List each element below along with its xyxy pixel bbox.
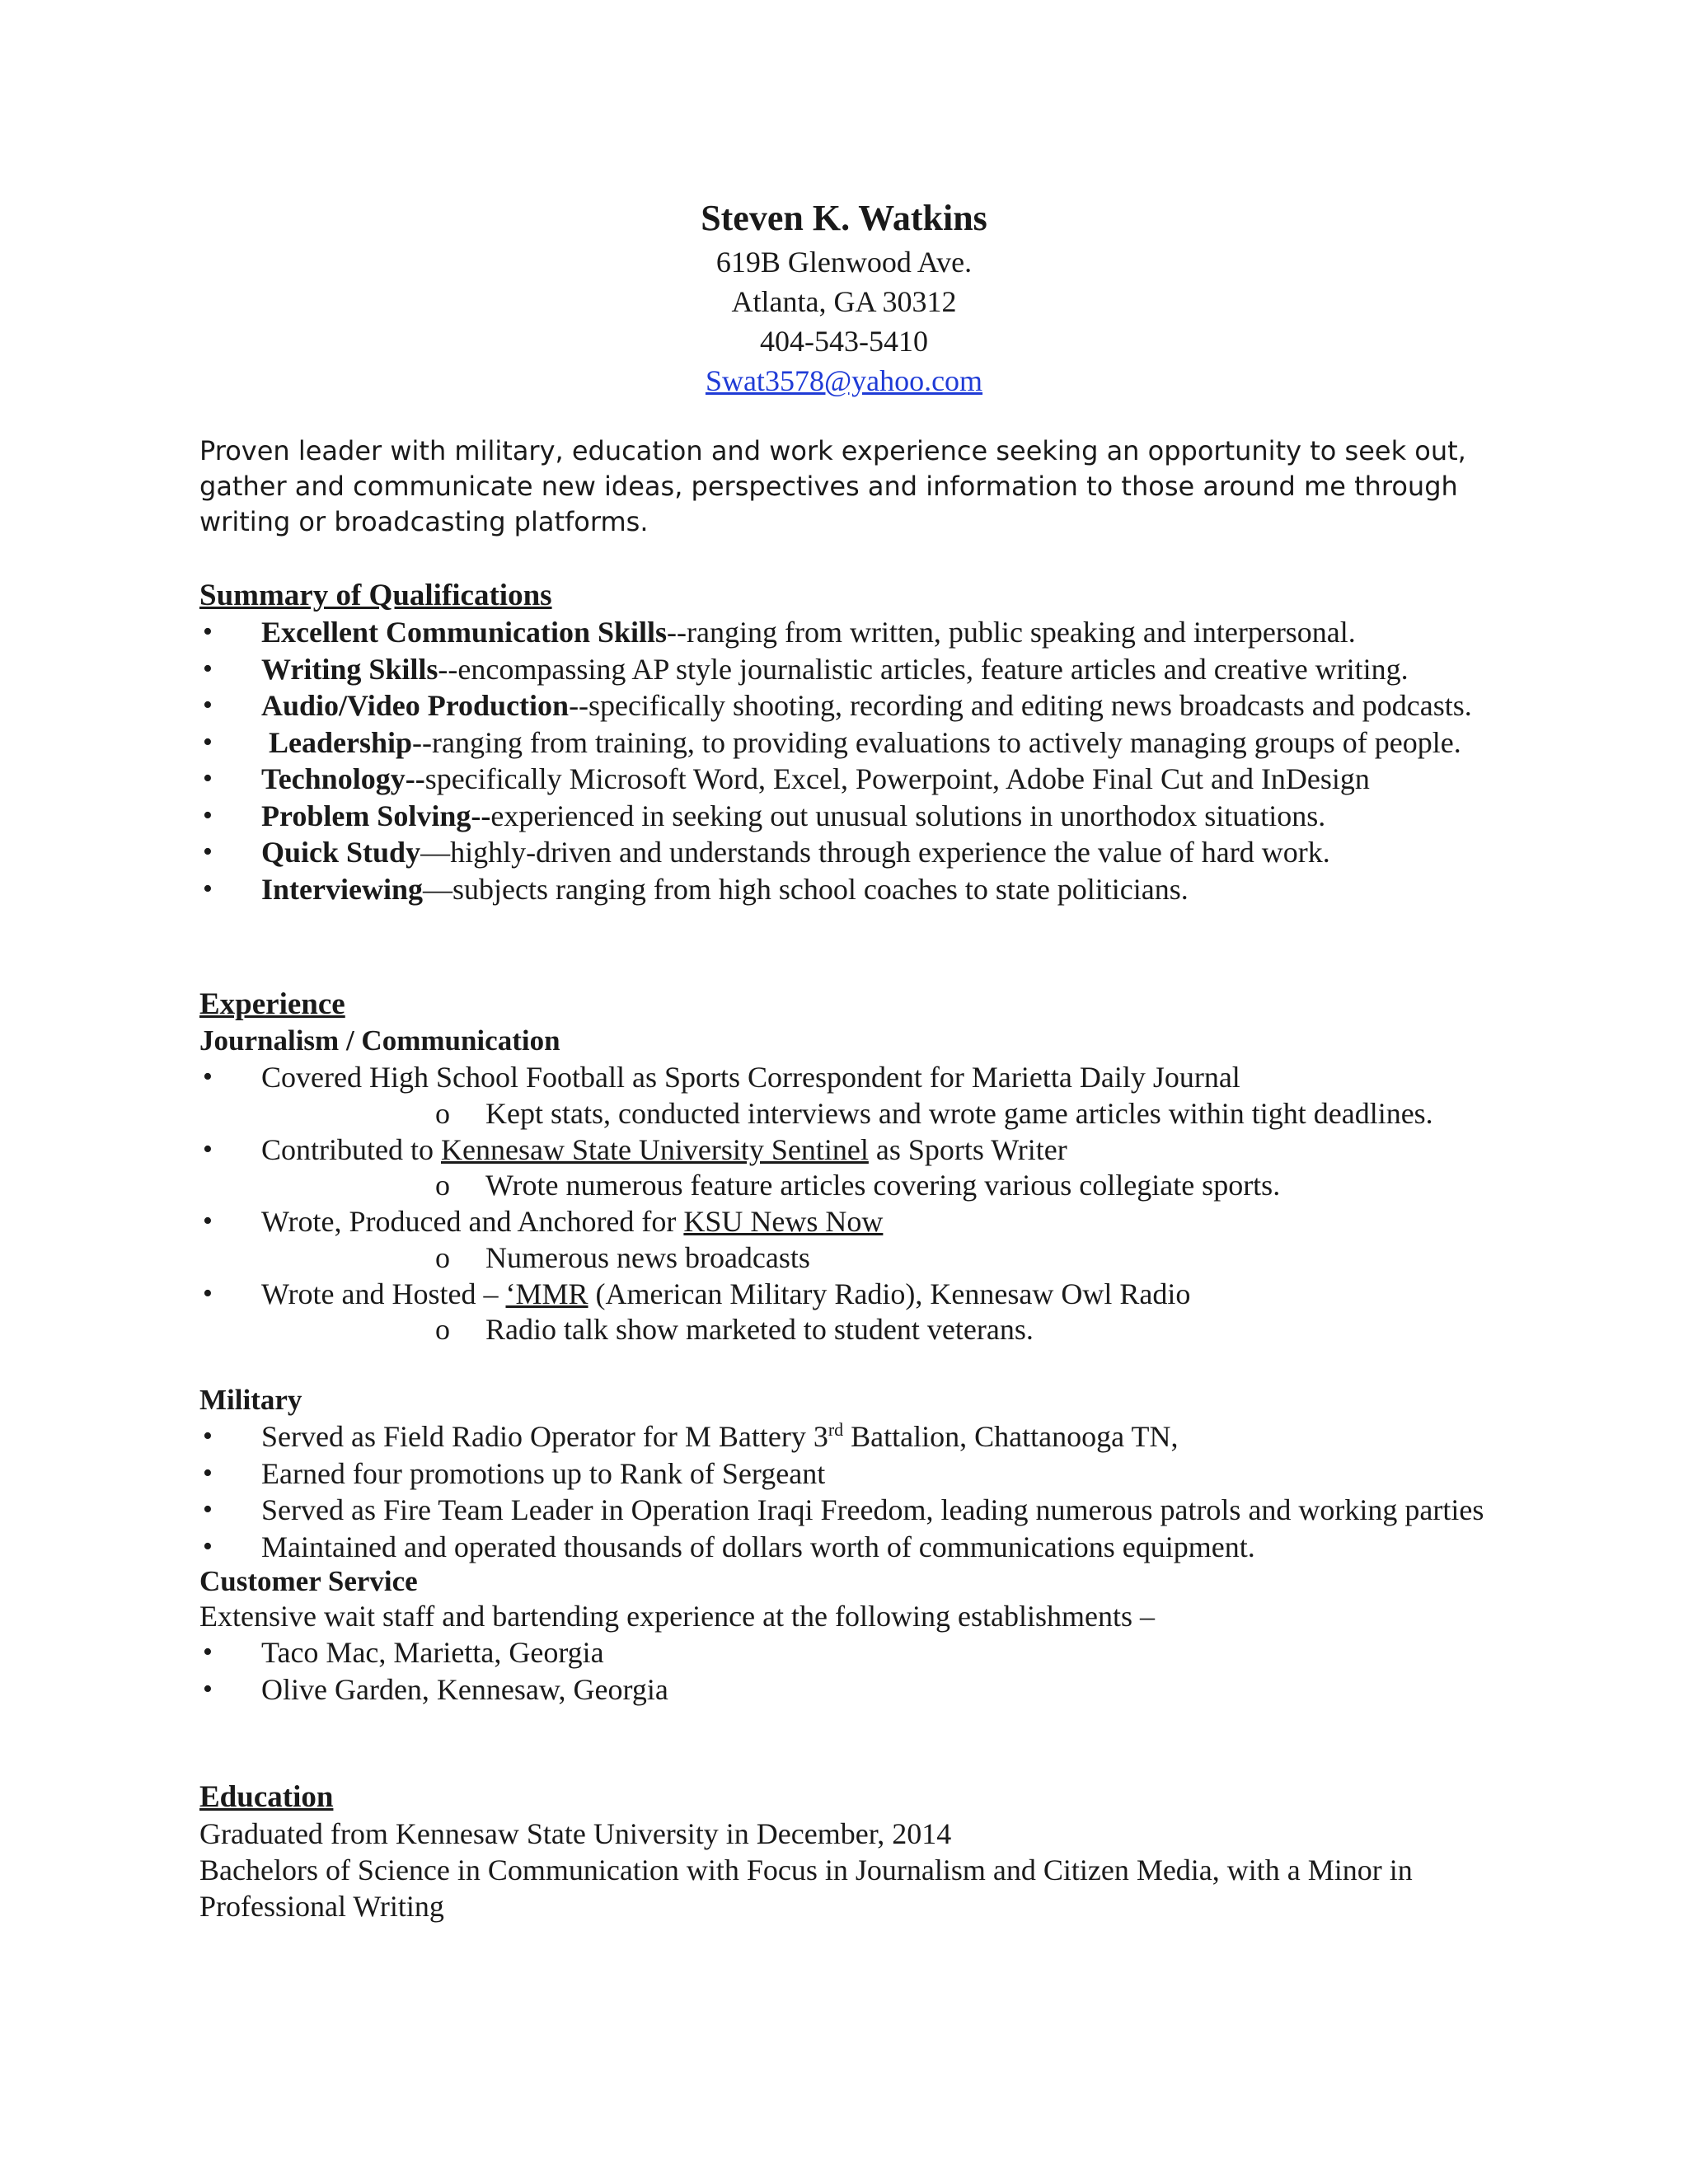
education-line: Bachelors of Science in Communication with Focus in Journalism and Citizen Media, with a Minor in Professional Writing [199,1854,1413,1923]
customer-service-intro: Extensive wait staff and bartending experience at the following establishments – [199,1600,1155,1633]
customer-service-subheading: Customer Service [199,1565,418,1597]
list-item: • Writing Skills--encompassing AP style journalistic articles, feature articles and creative writing. [199,651,1518,688]
military-list [199,1418,1518,1565]
list-item: • Served as Fire Team Leader in Operation Iraqi Freedom, leading numerous patrols and working parties [199,1492,1518,1529]
email-link[interactable]: Swat3578@yahoo.com [705,364,983,397]
sub-list-item: o Wrote numerous feature articles covering various collegiate sports. [435,1169,1281,1202]
qualifications-section [199,577,1518,907]
sub-list-item: o Radio talk show marketed to student veterans. [435,1313,1034,1346]
list-item: • Excellent Communication Skills--ranging from written, public speaking and interpersonal. [199,614,1518,651]
applicant-name: Steven K. Watkins [701,198,987,238]
list-item: • Technology--specifically Microsoft Word, Excel, Powerpoint, Adobe Final Cut and InDesign [199,761,1518,798]
list-item: • Leadership--ranging from training, to providing evaluations to actively managing groups of people. [199,724,1518,762]
education-heading: Education [199,1780,334,1814]
list-item: • Taco Mac, Marietta, Georgia [199,1634,1518,1671]
list-item: • Earned four promotions up to Rank of Sergeant [199,1455,1518,1493]
military-subheading: Military [199,1384,302,1416]
list-item: • Wrote, Produced and Anchored for KSU News Now [199,1203,1518,1240]
mmr-text: ‘MMR [505,1277,588,1310]
city-state-zip: Atlanta, GA 30312 [731,285,957,318]
street-address: 619B Glenwood Ave. [715,246,973,279]
phone-number: 404-543-5410 [760,325,928,358]
qualifications-heading: Summary of Qualifications [199,579,552,612]
list-item: • Quick Study—highly-driven and understands through experience the value of hard work. [199,834,1518,871]
contact-header [0,194,1688,401]
ksu-news-now-text: KSU News Now [683,1205,884,1238]
sub-list-item: o Kept stats, conducted interviews and wrote game articles within tight deadlines. [435,1096,1433,1130]
list-item: • Served as Field Radio Operator for M Battery 3rd Battalion, Chattanooga TN, [199,1418,1518,1455]
experience-section [199,986,1518,1708]
education-section [199,1779,1518,1924]
qualifications-list [199,614,1518,907]
customer-service-list [199,1634,1518,1708]
list-item: • Audio/Video Production--specifically shooting, recording and editing news broadcasts and podcasts. [199,687,1518,724]
list-item: • Contributed to Kennesaw State University Sentinel as Sports Writer [199,1132,1518,1169]
list-item: • Wrote and Hosted – ‘MMR (American Military Radio), Kennesaw Owl Radio [199,1276,1518,1313]
journalism-subheading: Journalism / Communication [199,1024,560,1057]
journalism-list [199,1059,1518,1096]
list-item: • Problem Solving--experienced in seeking out unusual solutions in unorthodox situations. [199,798,1518,835]
list-item: • Maintained and operated thousands of dollars worth of communications equipment. [199,1529,1518,1566]
objective-statement: Proven leader with military, education and work experience seeking an opportunity to seek out, gather and communicate new ideas, perspectives and information to those around me through writing or broadcasting platforms. [199,435,1466,537]
list-item: • Interviewing—subjects ranging from high school coaches to state politicians. [199,871,1518,908]
list-item: • Covered High School Football as Sports Correspondent for Marietta Daily Journal [199,1059,1518,1096]
education-line: Graduated from Kennesaw State University in December, 2014 [199,1817,952,1850]
sub-list-item: o Numerous news broadcasts [435,1240,810,1274]
list-item: • Olive Garden, Kennesaw, Georgia [199,1671,1518,1708]
experience-heading: Experience [199,987,345,1021]
sentinel-link-text: Kennesaw State University Sentinel [441,1132,869,1166]
